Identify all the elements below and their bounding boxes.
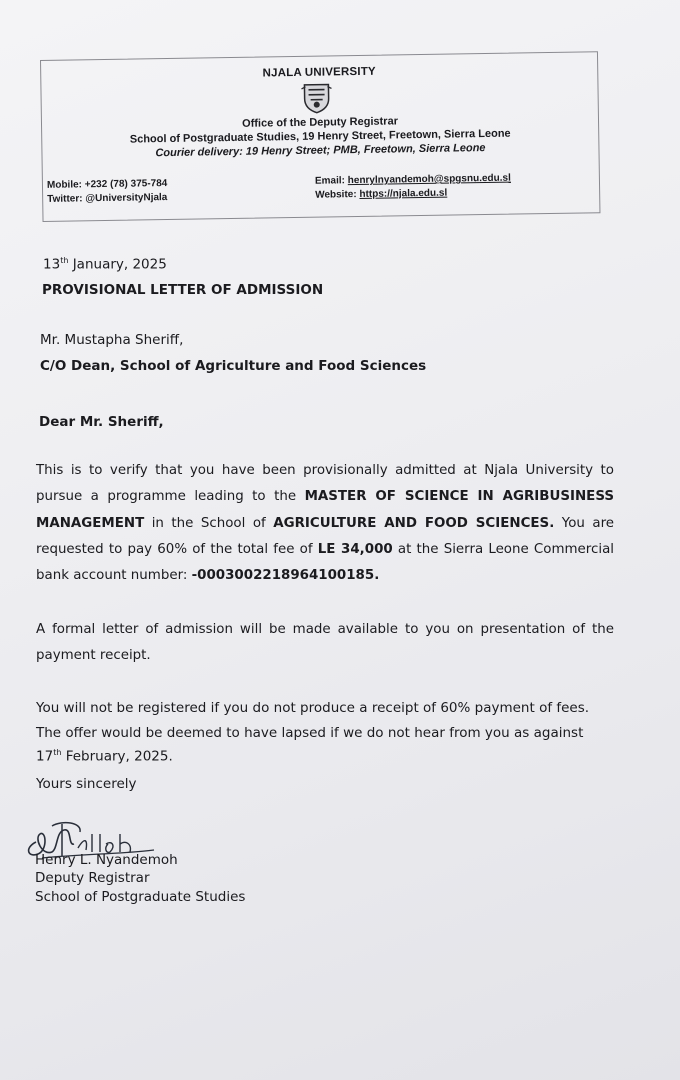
signatory-title: Deputy Registrar [35,870,150,886]
paragraph-formal-letter: A formal letter of admission will be made available to you on presentation of the payment receipt. [36,622,614,664]
paragraph-admission: This is to verify that you have been provisionally admitted at Njala University to pursue a programme leading to the MASTER OF SCIENCE IN AGRIBUSINESS MANAGEMENT in the School of AGRICULTURE AND FOOD SCIENCES. You are requested to pay 60% of the total fee of LE 34,000 at the Sierra Leone Commercial bank account number: -0003002218964100185. [36,463,615,584]
office-title: Office of the Deputy Registrar [241,115,399,130]
twitter-handle: Twitter: @UniversityNjala [47,192,168,205]
paragraph-registration-line2: The offer would be deemed to have lapsed if we do not hear from you as against [36,725,584,741]
recipient-care-of: C/O Dean, School of Agriculture and Food Sciences [40,358,427,374]
contact-right [315,172,511,203]
salutation: Dear Mr. Sheriff, [39,414,164,430]
recipient-name: Mr. Mustapha Sheriff, [40,332,184,348]
closing: Yours sincerely [36,776,137,792]
paragraph-registration-line1: You will not be registered if you do not produce a receipt of 60% payment of fees. [36,700,590,716]
university-name: NJALA UNIVERSITY [262,65,376,80]
letter-date: 13th January, 2025 [43,256,167,273]
courier-address: Courier delivery: 19 Henry Street; PMB, Freetown, Sierra Leone [155,142,486,160]
contact-left [47,177,168,207]
email-line: Email: henrylnyandemoh@spgsnu.edu.sl [314,172,511,187]
deadline-date: 17th February, 2025. [36,748,173,765]
signatory-name: Henry L. Nyandemoh [35,852,178,868]
email-link[interactable]: henrylnyandemoh@spgsnu.edu.sl [347,172,511,187]
letter-subject: PROVISIONAL LETTER OF ADMISSION [42,282,324,298]
letterhead [40,51,600,222]
mobile-number: Mobile: +232 (78) 375-784 [46,178,168,191]
school-address: School of Postgraduate Studies, 19 Henry Street, Freetown, Sierra Leone [129,127,511,146]
university-crest-icon [299,80,334,115]
website-link[interactable]: https://njala.edu.sl [359,187,448,200]
website-line: Website: https://njala.edu.sl [315,187,448,201]
signatory-school: School of Postgraduate Studies [35,889,246,905]
